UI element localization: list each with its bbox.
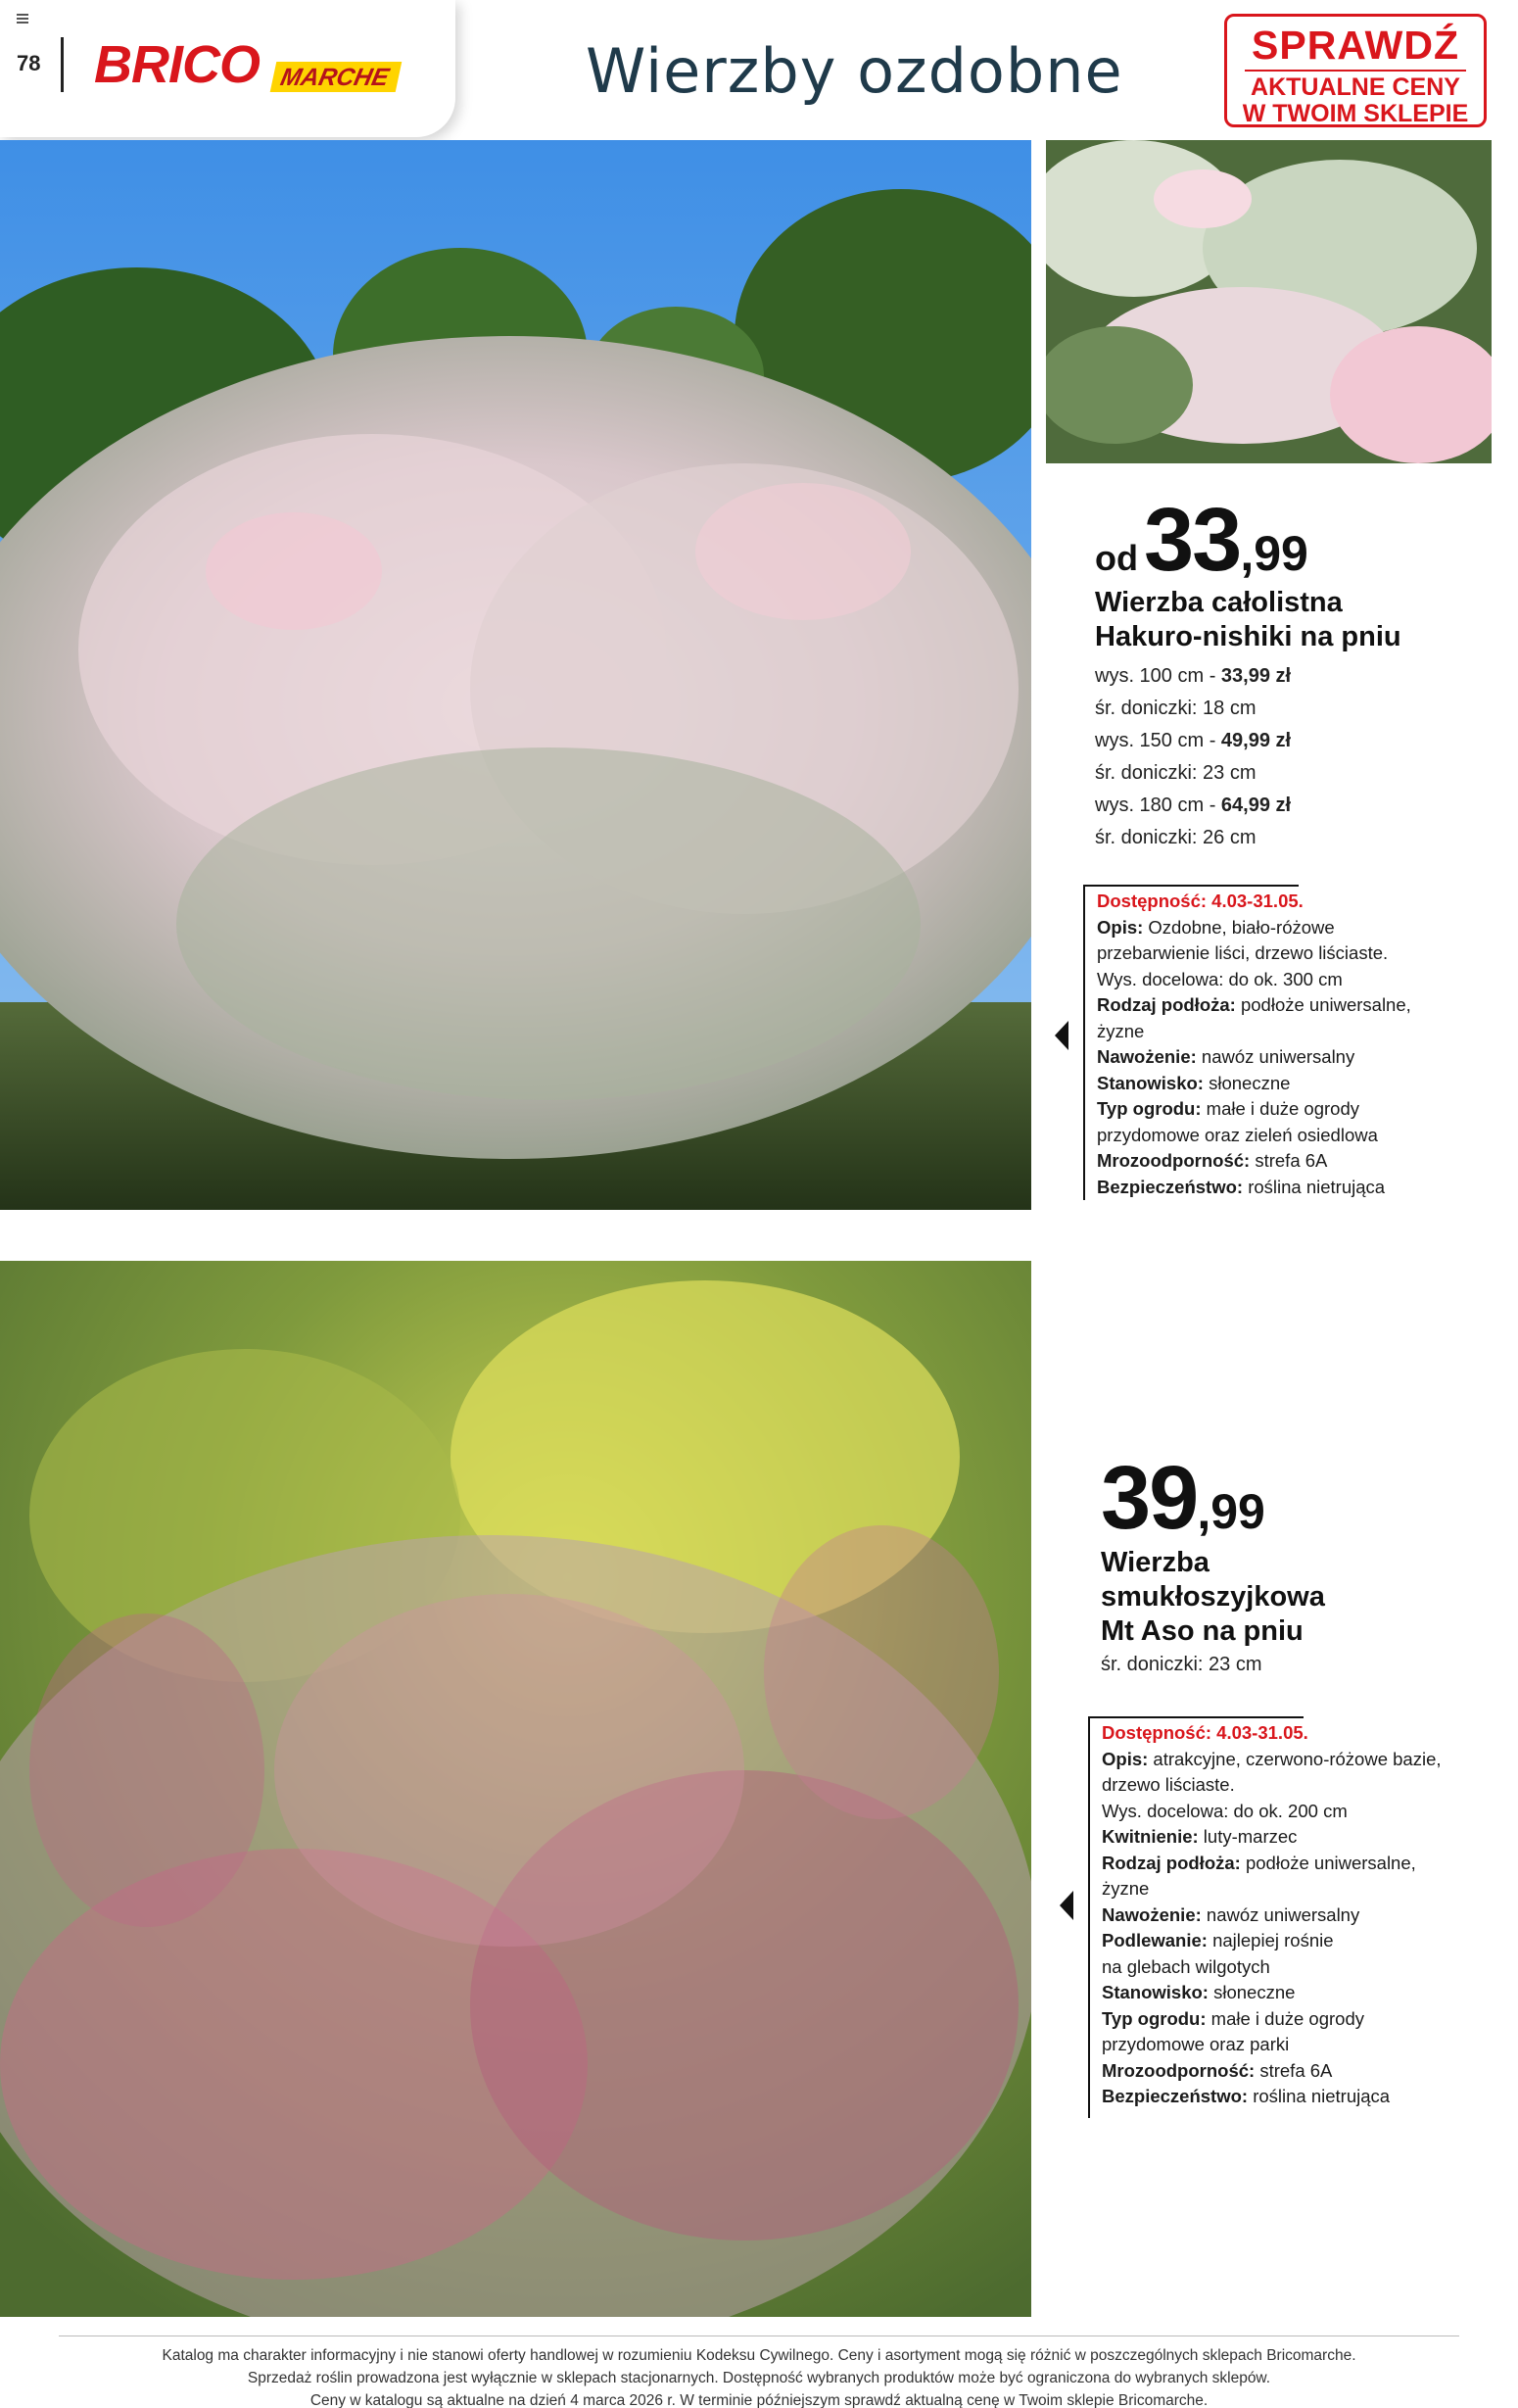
price-integer: 39	[1101, 1448, 1198, 1548]
detail-row: Wys. docelowa: do ok. 200 cm	[1102, 1800, 1348, 1821]
detail-row: Rodzaj podłoża: podłoże uniwersalne,	[1102, 1852, 1416, 1873]
footer-line-1: Katalog ma charakter informacyjny i nie stanowi oferty handlowej w rozumieniu Kodeksu Cywilnego. Ceny i asortyment mogą się różnić w poszczególnych sklepach Bricomarche.	[162, 2347, 1356, 2364]
product-1-details	[1083, 885, 1494, 1200]
legal-footer	[59, 2336, 1459, 2408]
menu-icon[interactable]	[17, 14, 28, 24]
price-decimal: ,99	[1240, 526, 1308, 581]
price-prefix: od	[1095, 538, 1138, 578]
price-decimal: ,99	[1197, 1484, 1265, 1539]
detail-row: Typ ogrodu: małe i duże ogrody	[1102, 2007, 1364, 2029]
detail-row: Kwitnienie: luty-marzec	[1102, 1826, 1298, 1847]
detail-row: Typ ogrodu: małe i duże ogrody	[1097, 1098, 1359, 1119]
size-option: wys. 150 cm - 49,99 zł	[1095, 730, 1292, 751]
detail-row: Stanowisko: słoneczne	[1102, 1982, 1296, 2002]
logo-brico-text: BRICO	[94, 35, 260, 94]
footer-line-2: Sprzedaż roślin prowadzona jest wyłącznie w sklepach stacjonarnych. Dostępność wybranych produktów może być ograniczona do wybranych sklepów.	[247, 2370, 1271, 2386]
size-option: wys. 180 cm - 64,99 zł	[1095, 795, 1292, 816]
detail-row: Wys. docelowa: do ok. 300 cm	[1097, 968, 1343, 989]
product-2-name-line-3: Mt Aso na pniu	[1101, 1615, 1304, 1647]
details-top-rule	[1085, 885, 1299, 887]
product-2-price	[1101, 1448, 1265, 1548]
detail-row: przebarwienie liści, drzewo liściaste.	[1097, 942, 1389, 963]
detail-row: Opis: atrakcyjne, czerwono-różowe bazie,	[1102, 1748, 1442, 1769]
product-2-details	[1088, 1716, 1499, 2118]
details-top-rule	[1090, 1716, 1304, 1718]
badge-line-2: W TWOIM SKLEPIE	[1242, 100, 1469, 127]
product-2-name-line-2: smukłoszyjkowa	[1101, 1581, 1325, 1613]
detail-row: przydomowe oraz parki	[1102, 2034, 1290, 2054]
detail-row: Mrozoodporność: strefa 6A	[1097, 1150, 1328, 1171]
header-divider	[61, 37, 64, 92]
logo-marche-text: MARCHE	[270, 62, 402, 92]
detail-row: na glebach wilgotych	[1102, 1955, 1270, 1977]
hakuro-nishiki-main-photo	[0, 140, 1031, 1210]
detail-row: Stanowisko: słoneczne	[1097, 1072, 1291, 1093]
pot-size: śr. doniczki: 18 cm	[1095, 698, 1257, 719]
detail-row: Opis: Ozdobne, biało-różowe	[1097, 916, 1335, 938]
detail-row: drzewo liściaste.	[1102, 1774, 1235, 1795]
product-2-size-list	[1101, 1649, 1262, 1681]
arrow-left-icon	[1060, 1891, 1073, 1920]
product-1-name-line-1: Wierzba całolistna	[1095, 587, 1343, 618]
detail-row: przydomowe oraz zieleń osiedlowa	[1097, 1124, 1378, 1145]
availability: Dostępność: 4.03-31.05.	[1102, 1722, 1308, 1743]
page-number: 78	[17, 51, 41, 75]
page-header	[0, 0, 1518, 137]
check-prices-badge	[1224, 14, 1487, 127]
footer-line-3: Ceny w katalogu są aktualne na dzień 4 marca 2026 r. W terminie późniejszym sprawdź aktualną cenę w Twoim sklepie Bricomarche.	[309, 2392, 1209, 2408]
hakuro-nishiki-detail-photo	[1046, 140, 1492, 463]
arrow-left-icon	[1055, 1021, 1068, 1050]
header-tab	[0, 0, 455, 137]
detail-row: Nawożenie: nawóz uniwersalny	[1097, 1046, 1355, 1067]
detail-row: żyzne	[1097, 1020, 1145, 1041]
price-integer: 33	[1143, 490, 1241, 590]
product-2-name	[1101, 1546, 1325, 1649]
product-1-price	[1095, 490, 1308, 590]
detail-row: Podlewanie: najlepiej rośnie	[1102, 1930, 1334, 1950]
product-2-name-line-1: Wierzba	[1101, 1547, 1210, 1578]
detail-row: Rodzaj podłoża: podłoże uniwersalne,	[1097, 994, 1411, 1015]
availability: Dostępność: 4.03-31.05.	[1097, 891, 1304, 911]
page-title: Wierzby ozdobne	[586, 35, 1123, 107]
detail-row: Bezpieczeństwo: roślina nietrująca	[1102, 2086, 1391, 2106]
pot-size: śr. doniczki: 23 cm	[1095, 762, 1257, 784]
mt-aso-photo	[0, 1261, 1031, 2317]
product-1-name	[1095, 586, 1401, 654]
detail-row: żyzne	[1102, 1878, 1150, 1899]
badge-divider	[1245, 70, 1466, 72]
detail-row: Bezpieczeństwo: roślina nietrująca	[1097, 1176, 1386, 1197]
pot-size: śr. doniczki: 23 cm	[1101, 1654, 1262, 1675]
detail-row: Nawożenie: nawóz uniwersalny	[1102, 1903, 1360, 1925]
pot-size: śr. doniczki: 26 cm	[1095, 827, 1257, 848]
badge-line-1: AKTUALNE CENY	[1251, 73, 1460, 101]
size-option: wys. 100 cm - 33,99 zł	[1095, 665, 1292, 687]
product-1-name-line-2: Hakuro-nishiki na pniu	[1095, 621, 1401, 652]
detail-row: Mrozoodporność: strefa 6A	[1102, 2059, 1333, 2081]
brico-marche-logo[interactable]	[94, 33, 407, 96]
badge-title: SPRAWDŹ	[1252, 23, 1459, 68]
product-1-size-list	[1095, 660, 1291, 854]
